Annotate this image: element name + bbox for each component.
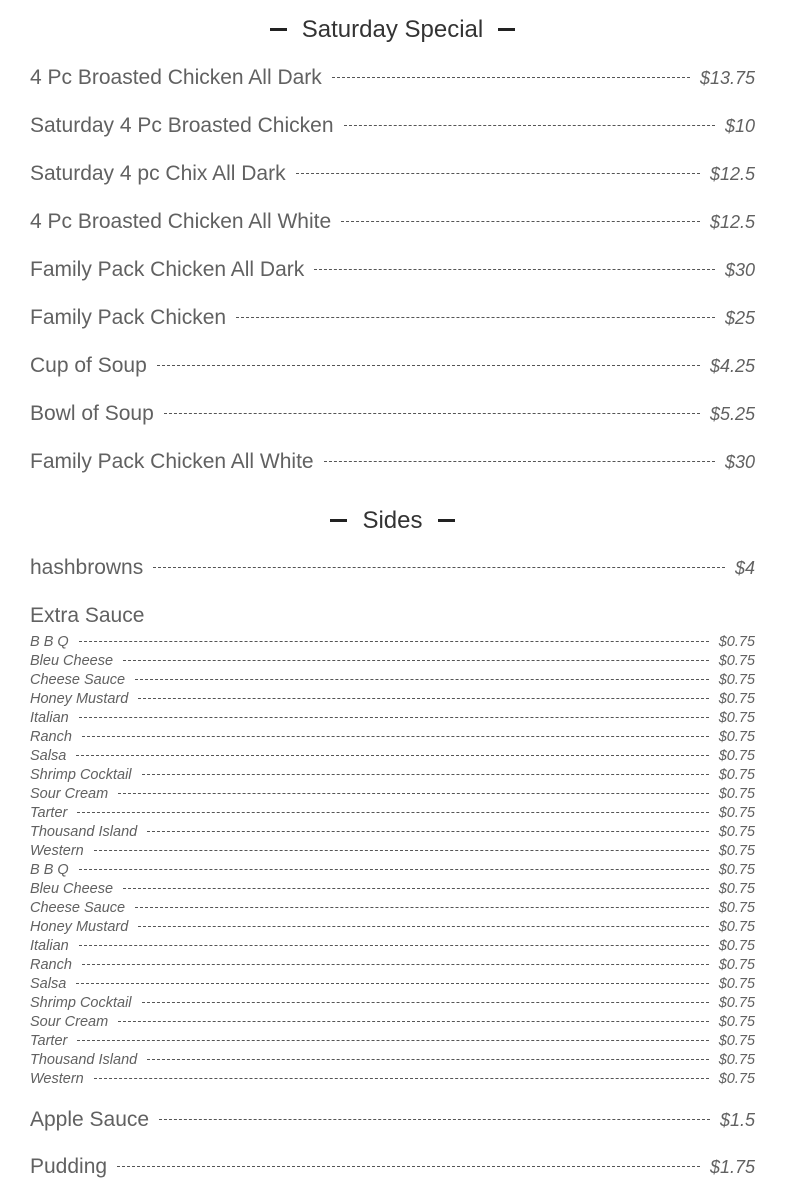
item-price: $30 (724, 452, 755, 472)
dotted-leader (79, 869, 709, 870)
dotted-leader (138, 926, 708, 927)
sauce-option-price: $0.75 (718, 710, 755, 726)
dotted-leader (164, 413, 700, 414)
dotted-leader (118, 1021, 709, 1022)
dotted-leader (76, 983, 708, 984)
sauce-option-name: Sour Cream (30, 1014, 109, 1030)
sauce-option-price: $0.75 (718, 729, 755, 745)
sauce-option[interactable] (30, 805, 755, 824)
menu-item[interactable] (30, 354, 755, 378)
sauce-option[interactable] (30, 672, 755, 691)
sauce-option-price: $0.75 (718, 824, 755, 840)
item-price: $4 (734, 558, 755, 578)
sauce-option-price: $0.75 (718, 843, 755, 859)
sauce-option-price: $0.75 (718, 1014, 755, 1030)
section-title-text: Sides (362, 507, 423, 534)
sauce-option[interactable] (30, 691, 755, 710)
dotted-leader (147, 831, 708, 832)
dotted-leader (94, 850, 709, 851)
sauce-option-price: $0.75 (718, 748, 755, 764)
menu-item[interactable] (30, 402, 755, 426)
section-title-sides (0, 506, 785, 536)
sauce-option[interactable] (30, 729, 755, 748)
sauce-option-name: Honey Mustard (30, 919, 129, 935)
sauce-option-price: $0.75 (718, 1052, 755, 1068)
sauce-option[interactable] (30, 843, 755, 862)
sauce-option-price: $0.75 (718, 1033, 755, 1049)
dotted-leader (236, 317, 715, 318)
sauce-option[interactable] (30, 1014, 755, 1033)
sauce-option[interactable] (30, 767, 755, 786)
sauce-option-price: $0.75 (718, 691, 755, 707)
sauce-option-price: $0.75 (718, 805, 755, 821)
dotted-leader (332, 77, 690, 78)
item-name: Saturday 4 Pc Broasted Chicken (30, 114, 334, 137)
sauce-option-price: $0.75 (718, 938, 755, 954)
sauce-option[interactable] (30, 1052, 755, 1071)
sauce-option-price: $0.75 (718, 767, 755, 783)
sauce-option[interactable] (30, 824, 755, 843)
dotted-leader (324, 461, 715, 462)
dotted-leader (79, 717, 709, 718)
dotted-leader (159, 1119, 710, 1120)
sauce-option[interactable] (30, 710, 755, 729)
dotted-leader (82, 964, 709, 965)
title-dash-left (330, 519, 347, 522)
item-name: Bowl of Soup (30, 402, 154, 425)
item-price: $13.75 (699, 68, 755, 88)
sauce-option-name: Bleu Cheese (30, 881, 114, 897)
sauce-option-name: Italian (30, 938, 69, 954)
sauce-option-name: B B Q (30, 634, 69, 650)
sauce-option-name: Cheese Sauce (30, 900, 126, 916)
sauce-option-price: $0.75 (718, 653, 755, 669)
item-name: 4 Pc Broasted Chicken All White (30, 210, 332, 233)
dotted-leader (153, 567, 725, 568)
sauce-option[interactable] (30, 1071, 755, 1090)
sauce-option-name: Salsa (30, 976, 67, 992)
dotted-leader (117, 1166, 700, 1167)
extra-sauce-heading: Extra Sauce (30, 604, 145, 627)
dotted-leader (138, 698, 708, 699)
sauce-option[interactable] (30, 634, 755, 653)
item-name: hashbrowns (30, 556, 144, 579)
sauce-option-name: Thousand Island (30, 1052, 138, 1068)
sauce-option-name: Bleu Cheese (30, 653, 114, 669)
sauce-option-price: $0.75 (718, 881, 755, 897)
item-price: $5.25 (709, 404, 755, 424)
sauce-option[interactable] (30, 957, 755, 976)
item-name: 4 Pc Broasted Chicken All Dark (30, 66, 322, 89)
sauce-option-name: Western (30, 1071, 84, 1087)
item-name: Apple Sauce (30, 1108, 150, 1131)
sauce-option[interactable] (30, 900, 755, 919)
section-title-saturday-special (0, 15, 785, 45)
menu-item[interactable] (30, 258, 755, 282)
menu-item[interactable] (30, 162, 755, 186)
sauce-option-price: $0.75 (718, 672, 755, 688)
item-name: Family Pack Chicken All White (30, 450, 314, 473)
item-price: $30 (724, 260, 755, 280)
dotted-leader (135, 679, 709, 680)
menu-item[interactable] (30, 306, 755, 330)
sauce-option-price: $0.75 (718, 786, 755, 802)
item-name: Family Pack Chicken All Dark (30, 258, 305, 281)
section-title-text: Saturday Special (301, 16, 484, 43)
item-price: $1.5 (719, 1110, 755, 1130)
sauce-option-name: Ranch (30, 729, 72, 745)
item-price: $12.5 (709, 212, 755, 232)
dotted-leader (77, 1040, 708, 1041)
sauce-option[interactable] (30, 862, 755, 881)
sauce-option-name: B B Q (30, 862, 69, 878)
dotted-leader (76, 755, 708, 756)
menu-item[interactable] (30, 556, 755, 580)
dotted-leader (344, 125, 715, 126)
sauce-option-price: $0.75 (718, 957, 755, 973)
sauce-option-name: Tarter (30, 1033, 68, 1049)
dotted-leader (142, 1002, 709, 1003)
menu-item[interactable] (30, 66, 755, 90)
dotted-leader (79, 945, 709, 946)
dotted-leader (123, 660, 709, 661)
title-dash-right (438, 519, 455, 522)
sauce-option-name: Western (30, 843, 84, 859)
sauce-option[interactable] (30, 938, 755, 957)
item-price: $12.5 (709, 164, 755, 184)
sauce-option-name: Honey Mustard (30, 691, 129, 707)
dotted-leader (147, 1059, 708, 1060)
dotted-leader (118, 793, 709, 794)
sauce-option-name: Shrimp Cocktail (30, 767, 132, 783)
dotted-leader (77, 812, 708, 813)
dotted-leader (82, 736, 709, 737)
item-price: $25 (724, 308, 755, 328)
menu-item[interactable] (30, 450, 755, 474)
dotted-leader (94, 1078, 709, 1079)
menu-item[interactable] (30, 1108, 755, 1132)
dotted-leader (79, 641, 709, 642)
title-dash-left (270, 28, 287, 31)
sauce-option[interactable] (30, 653, 755, 672)
sauce-option-price: $0.75 (718, 919, 755, 935)
dotted-leader (296, 173, 700, 174)
sauce-option-name: Cheese Sauce (30, 672, 126, 688)
sauce-option-price: $0.75 (718, 1071, 755, 1087)
sauce-option-price: $0.75 (718, 634, 755, 650)
menu-item[interactable] (30, 114, 755, 138)
title-dash-right (498, 28, 515, 31)
sauce-option[interactable] (30, 1033, 755, 1052)
sauce-option[interactable] (30, 748, 755, 767)
sauce-option-price: $0.75 (718, 900, 755, 916)
sauce-option[interactable] (30, 995, 755, 1014)
item-name: Pudding (30, 1155, 108, 1178)
item-name: Cup of Soup (30, 354, 147, 377)
dotted-leader (135, 907, 709, 908)
menu-item[interactable] (30, 1155, 755, 1179)
sauce-option[interactable] (30, 881, 755, 900)
sauce-option[interactable] (30, 919, 755, 938)
dotted-leader (341, 221, 700, 222)
menu-item[interactable] (30, 210, 755, 234)
sauce-option-price: $0.75 (718, 976, 755, 992)
dotted-leader (123, 888, 709, 889)
item-name: Saturday 4 pc Chix All Dark (30, 162, 286, 185)
sauce-option-name: Salsa (30, 748, 67, 764)
sauce-option-name: Shrimp Cocktail (30, 995, 132, 1011)
dotted-leader (314, 269, 715, 270)
sauce-option-name: Thousand Island (30, 824, 138, 840)
sauce-option[interactable] (30, 786, 755, 805)
item-name: Family Pack Chicken (30, 306, 227, 329)
sauce-option-price: $0.75 (718, 862, 755, 878)
sauce-option-name: Ranch (30, 957, 72, 973)
sauce-option-name: Sour Cream (30, 786, 109, 802)
dotted-leader (142, 774, 709, 775)
dotted-leader (157, 365, 700, 366)
item-price: $10 (724, 116, 755, 136)
item-price: $1.75 (709, 1157, 755, 1177)
item-price: $4.25 (709, 356, 755, 376)
sauce-option-name: Italian (30, 710, 69, 726)
sauce-option[interactable] (30, 976, 755, 995)
sauce-option-price: $0.75 (718, 995, 755, 1011)
sauce-option-name: Tarter (30, 805, 68, 821)
